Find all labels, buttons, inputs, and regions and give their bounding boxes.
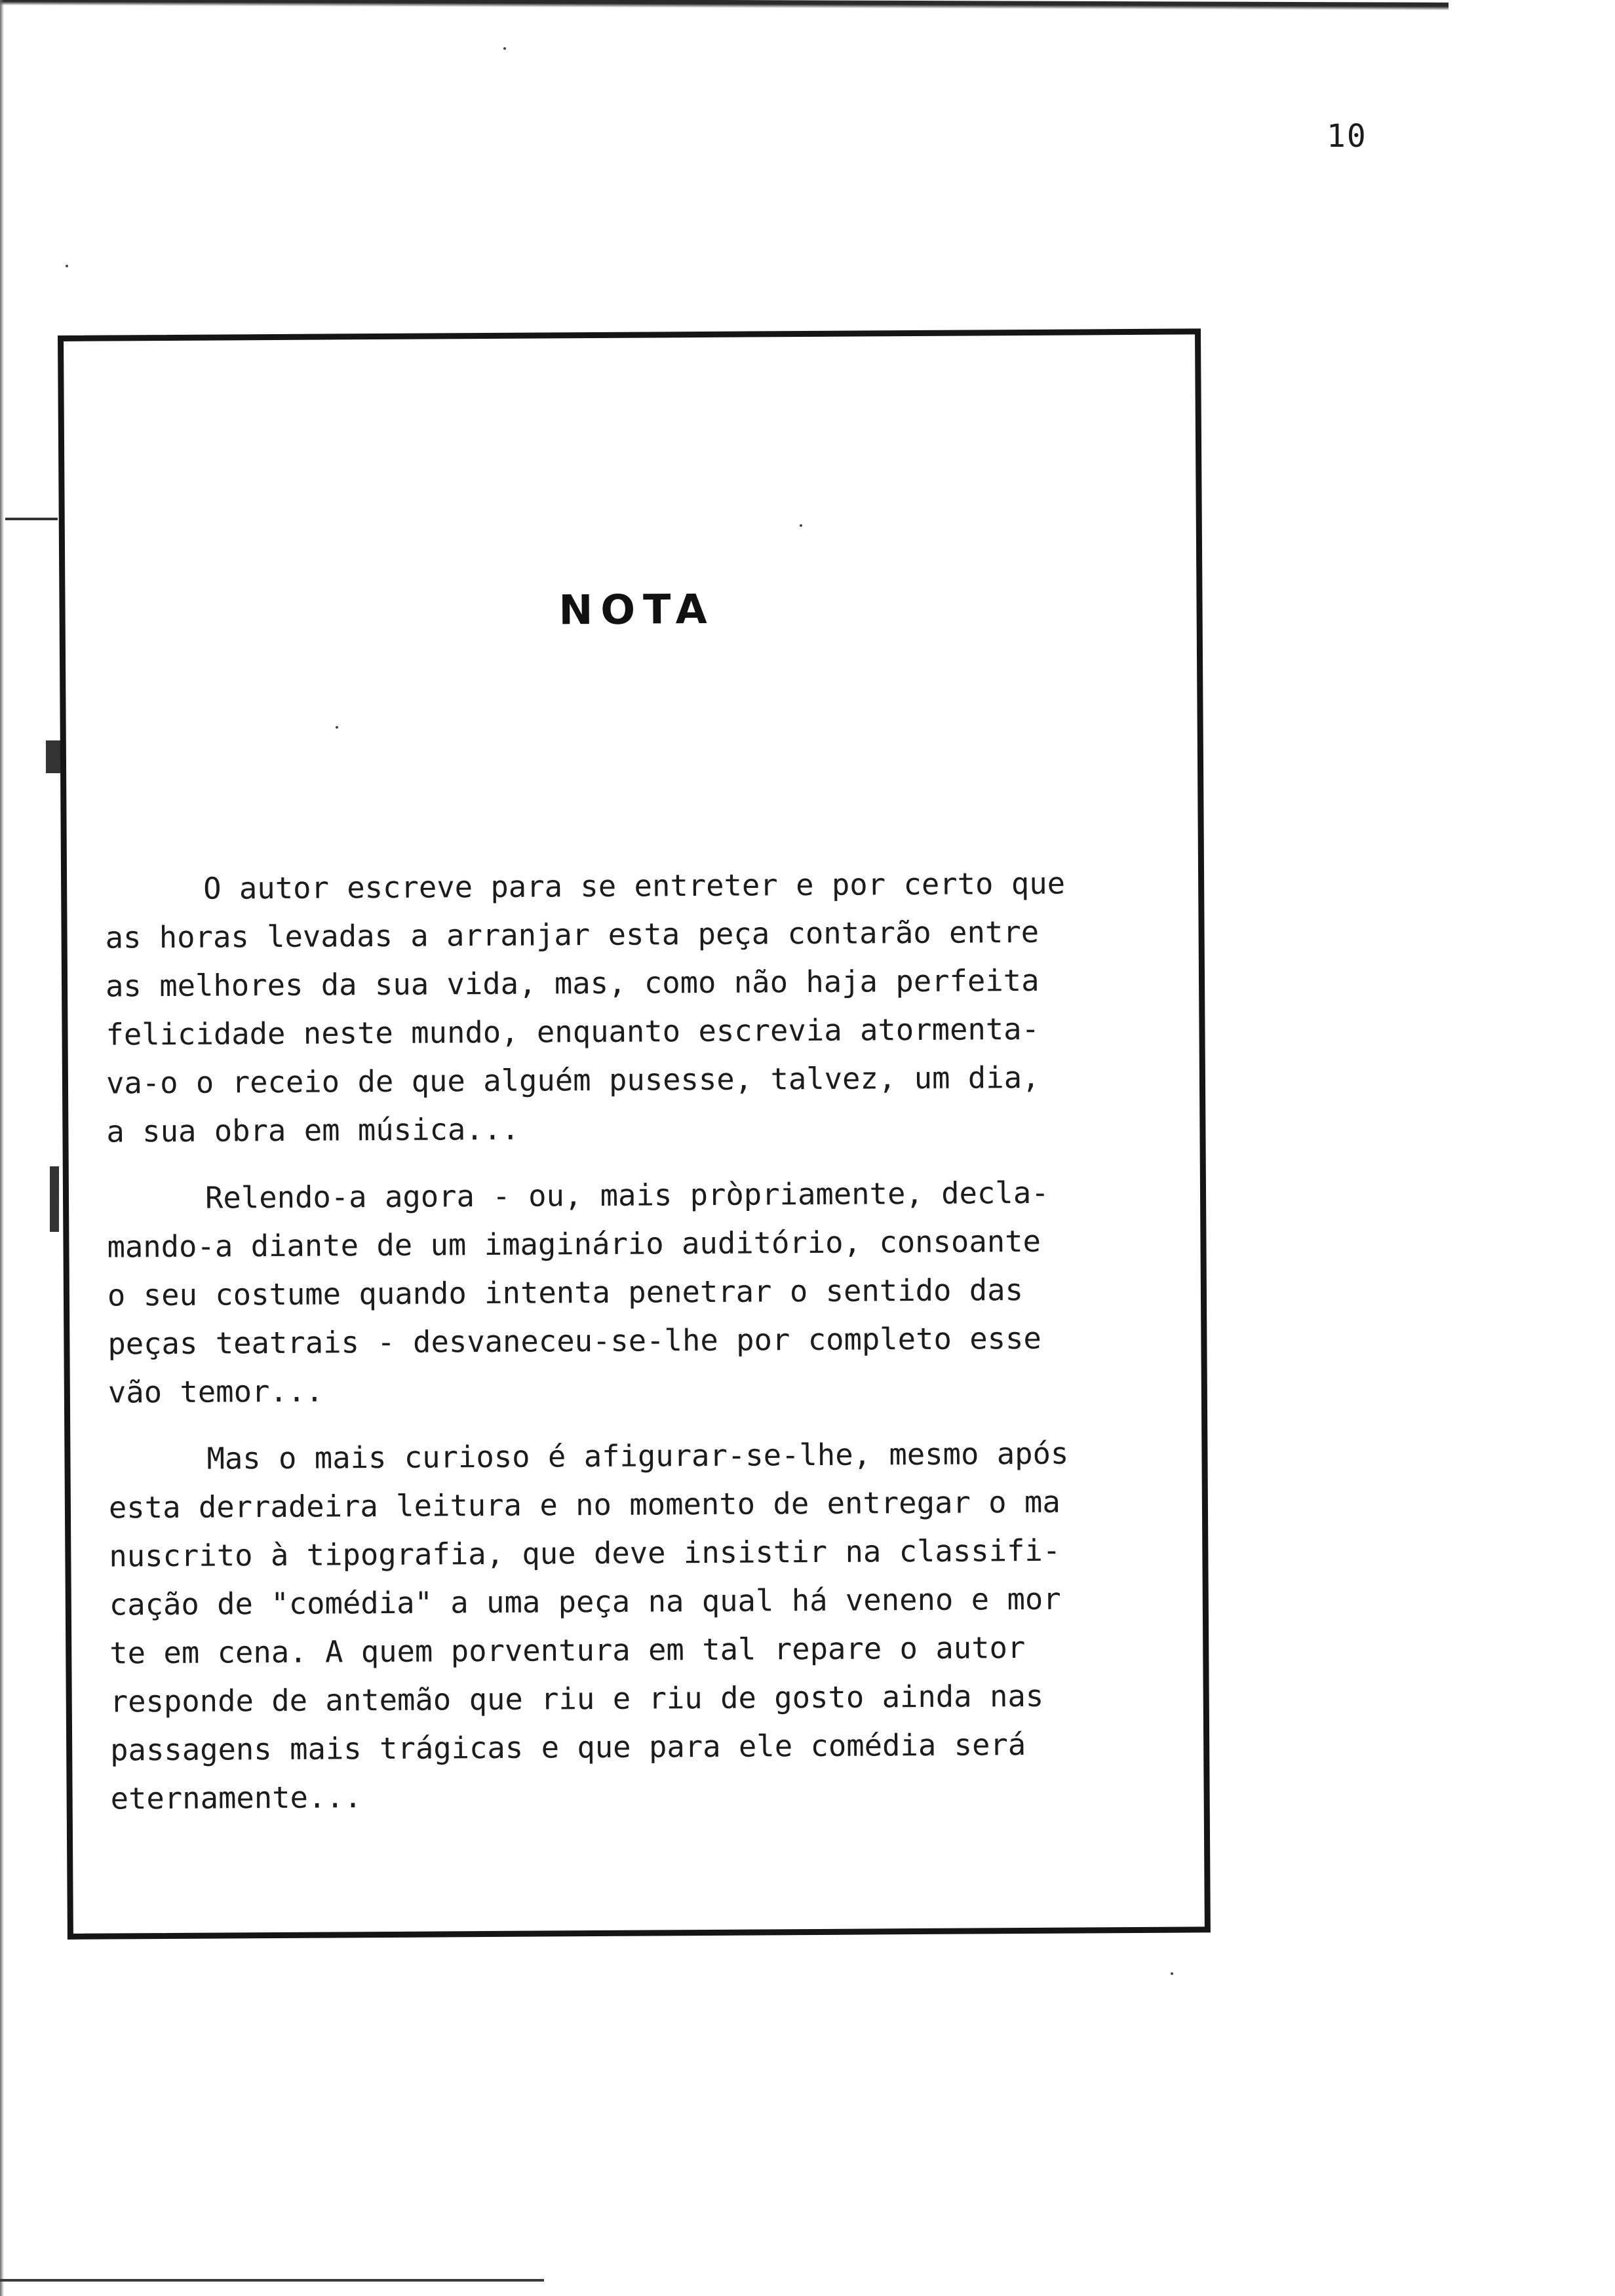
scan-left-edge [0, 0, 4, 2296]
speck [503, 47, 506, 50]
paragraph [105, 858, 1208, 1156]
text-line: responde de antemão que riu e riu de gosto ainda nas [109, 1678, 1044, 1719]
text-line: esta derradeira leitura e no momento de entregar o ma [108, 1484, 1060, 1525]
margin-mark [50, 1166, 59, 1232]
text-line: O autor escreve para se entreter e por certo que [203, 866, 1066, 906]
speck [1171, 1972, 1173, 1975]
text-line: as melhores da sua vida, mas, como não haja perfeita [105, 963, 1040, 1004]
text-line: o seu costume quando intenta penetrar o sentido das [107, 1272, 1024, 1313]
page-number: 10 [1327, 118, 1367, 155]
text-line: peças teatrais - desvaneceu-se-lhe por completo esse [107, 1320, 1041, 1362]
text-line: passagens mais trágicas e que para ele comédia será [110, 1727, 1026, 1768]
text-line: te em cena. A quem porventura em tal repare o autor [109, 1630, 1026, 1671]
scan-bottom-edge [0, 2279, 544, 2282]
text-line: cação de "comédia" a uma peça na qual há veneno e mor [109, 1581, 1061, 1622]
text-line: felicidade neste mundo, enquanto escrevia atormenta- [106, 1011, 1040, 1052]
note-body [105, 858, 1212, 1841]
text-line: nuscrito à tipografia, que deve insistir na classifi- [109, 1533, 1061, 1574]
text-line: eternamente... [110, 1780, 362, 1816]
note-title: NOTA [558, 584, 715, 634]
text-line: va-o o receio de que alguém pusesse, talvez, um dia, [106, 1060, 1040, 1101]
paragraph [108, 1428, 1212, 1823]
margin-mark [46, 740, 60, 773]
text-line: Mas o mais curioso é afigurar-se-lhe, mesmo após [206, 1436, 1069, 1476]
text-line: vão temor... [107, 1373, 324, 1410]
margin-mark [5, 518, 58, 520]
text-line: mando-a diante de um imaginário auditório, consoante [107, 1223, 1041, 1265]
speck [66, 265, 68, 267]
note-box [58, 328, 1211, 1940]
text-line: a sua obra em música... [106, 1111, 520, 1149]
paragraph [107, 1168, 1209, 1417]
text-line: Relendo-a agora - ou, mais pròpriamente, decla- [204, 1175, 1049, 1215]
scan-top-edge [0, 0, 1449, 10]
text-line: as horas levadas a arranjar esta peça contarão entre [105, 914, 1040, 955]
